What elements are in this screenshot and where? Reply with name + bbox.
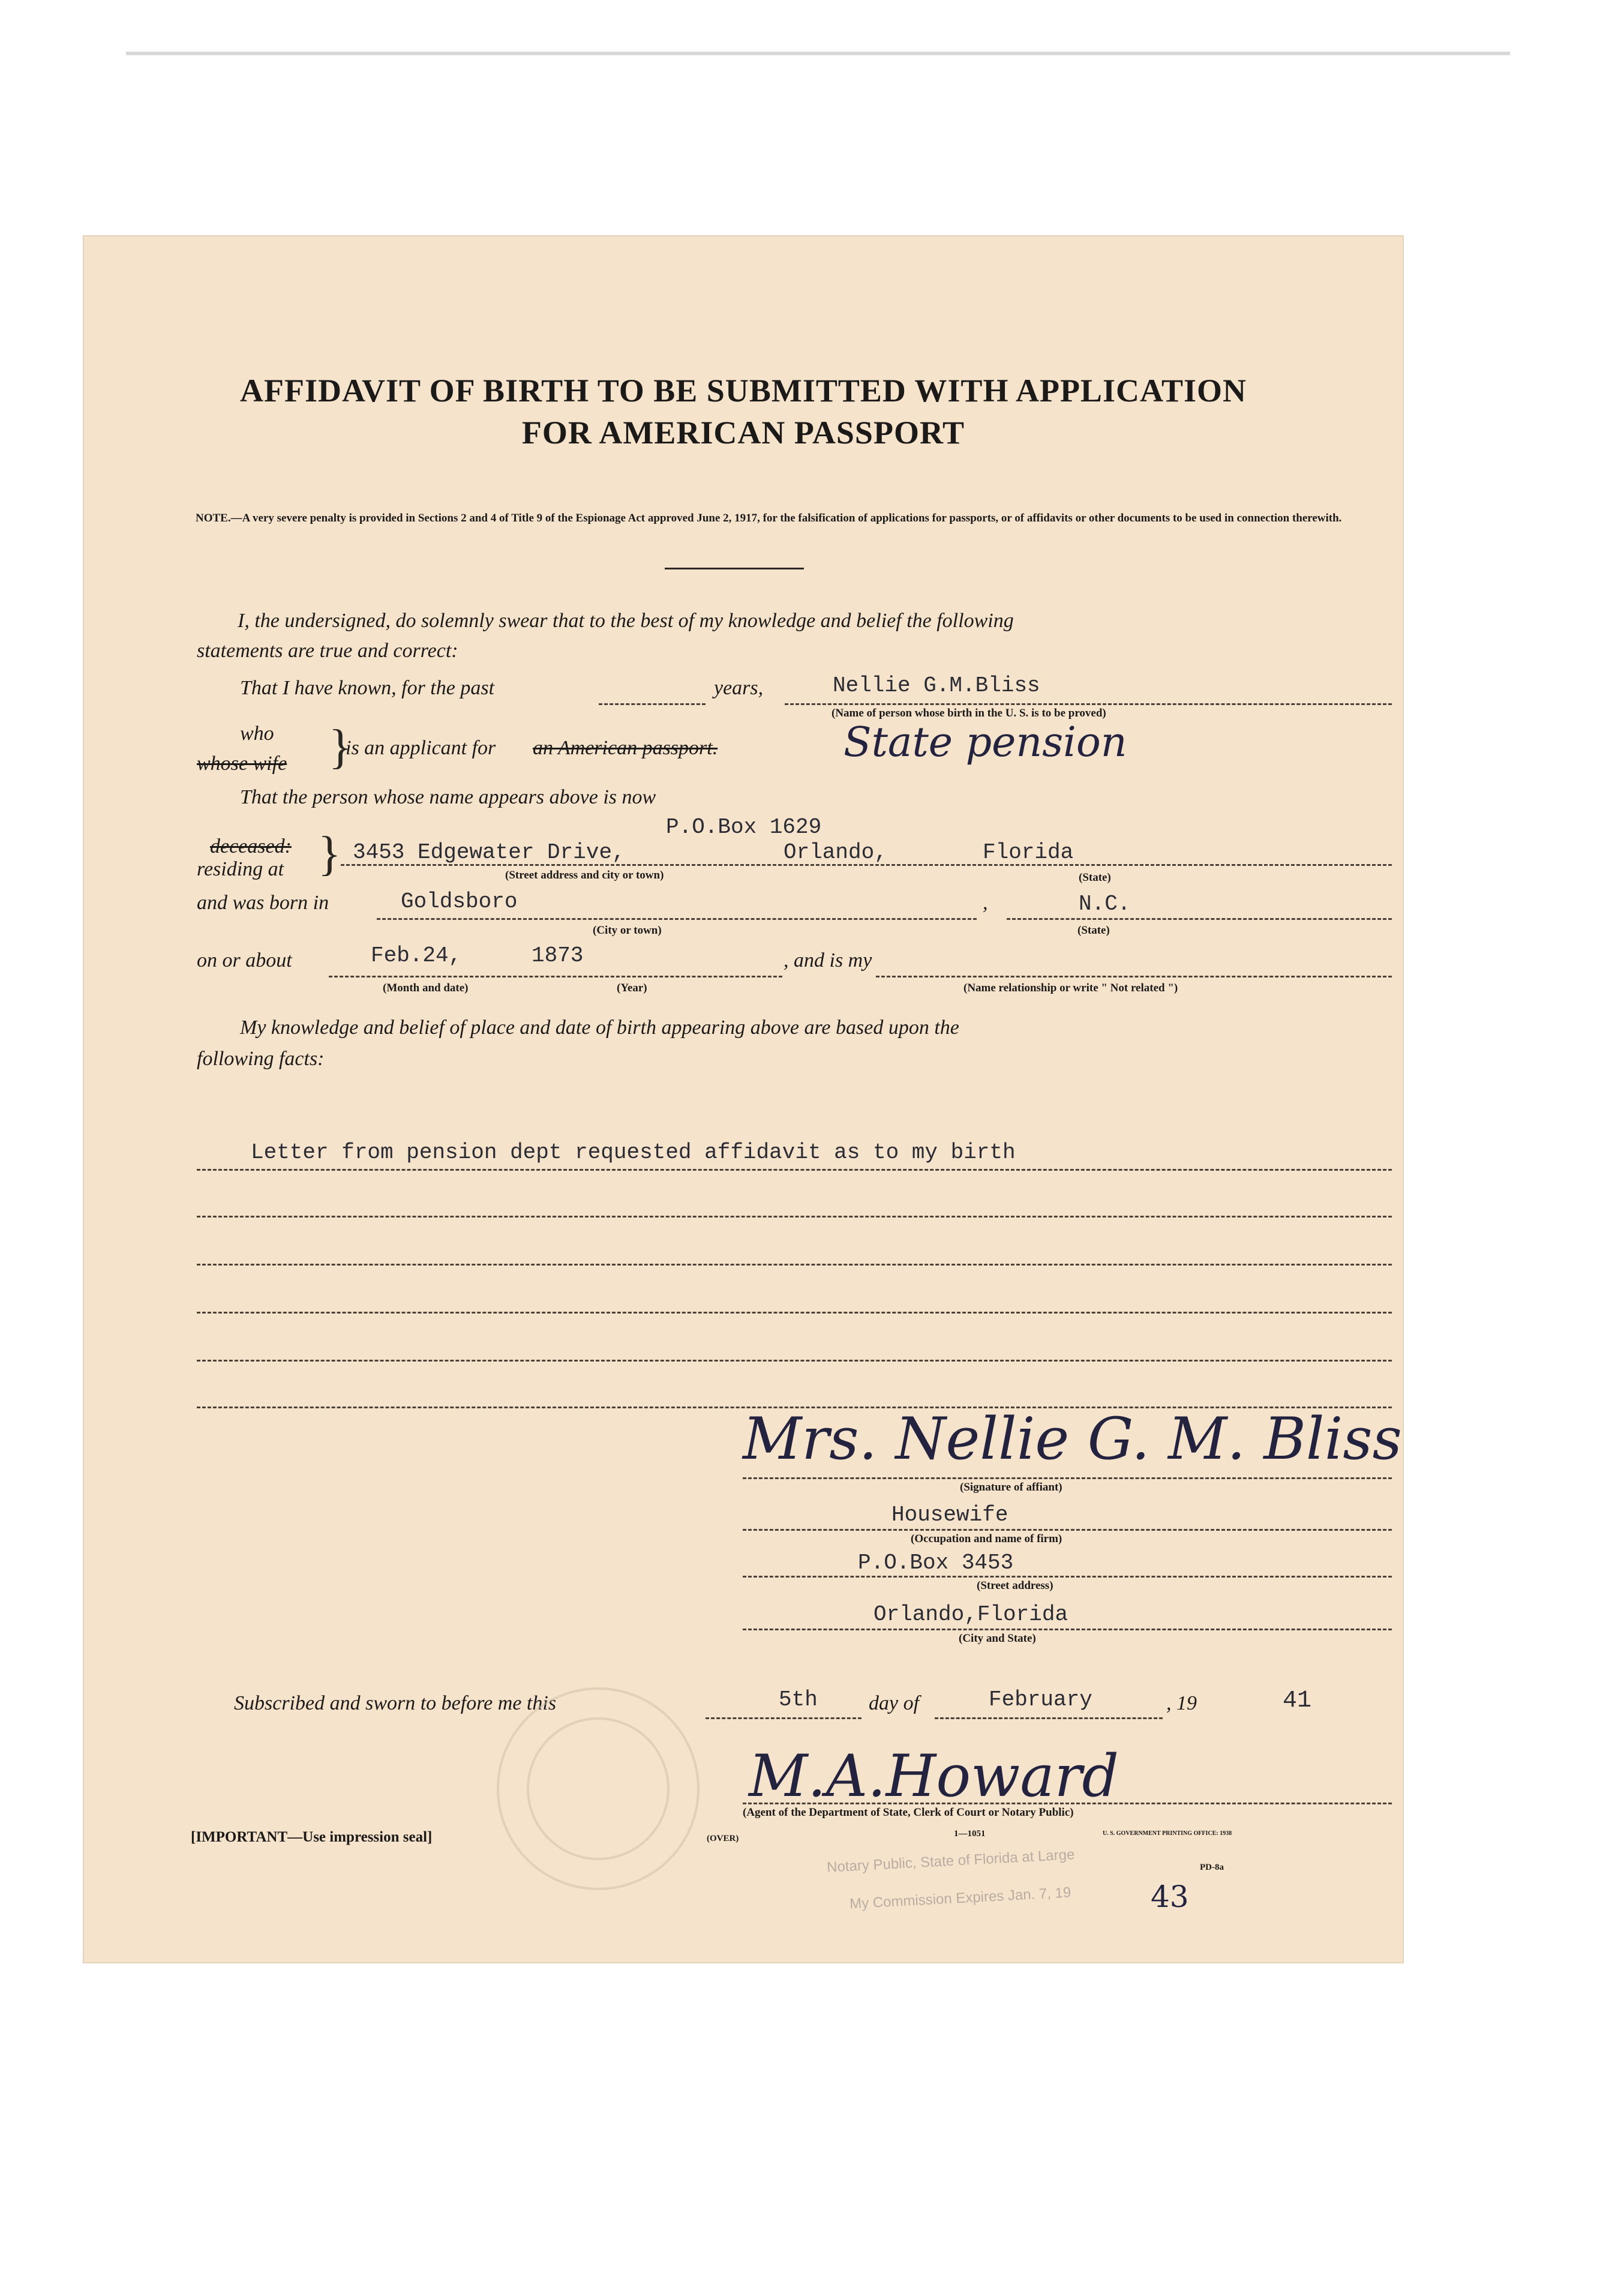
facts-text: Letter from pension dept requested affidavit as to my birth (251, 1140, 1016, 1165)
sworn-month: February (989, 1687, 1092, 1712)
printing-office: U. S. GOVERNMENT PRINTING OFFICE: 1938 (1103, 1830, 1232, 1837)
year-prefix: , 19 (1166, 1692, 1197, 1714)
born-state: N.C. (1079, 892, 1131, 916)
brace: } (329, 721, 352, 773)
divider (665, 568, 804, 569)
relationship-caption: (Name relationship or write " Not related ") (963, 982, 1178, 994)
important-note: [IMPORTANT—Use impression seal] (191, 1829, 433, 1845)
notary-stamp-line-1: Notary Public, State of Florida at Large (826, 1846, 1075, 1876)
born-label: and was born in (197, 892, 329, 914)
street-caption: (Street address and city or town) (505, 869, 664, 881)
affiant-street-caption: (Street address) (977, 1579, 1053, 1592)
po-box: P.O.Box 1629 (666, 815, 822, 839)
occupation-caption: (Occupation and name of firm) (911, 1533, 1062, 1545)
sworn-day: 5th (779, 1687, 818, 1712)
oath-line-1: I, the undersigned, do solemnly swear that to the best of my knowledge and belief the following (238, 610, 1014, 632)
title-line-2: FOR AMERICAN PASSPORT (521, 415, 965, 451)
city: Orlando, (784, 840, 887, 865)
affidavit-paper: AFFIDAVIT OF BIRTH TO BE SUBMITTED WITH APPLICATION FOR AMERICAN PASSPORT NOTE.—A very severe penalty is provided in Sections 2 and 4 of Title 9 of the Espionage Act approved June 2, 1917, for the falsification of applications for passports, or of affidavits or other documents to be used in connection therewith. I, the undersigned, do solemnly swear that to the best of my knowledge and belief the following statements are true and correct: That I have known, for the past years, Nellie G.M.Bliss (Name of person whose birth in the U. S. is to be proved) who whose wife } is an applicant for an American passport. State pension That the person whose name appears above is now P.O.Box 1629 deceased: residing at } 3453 Edgewater Drive, Orlando, Florida (Street address and city or town) (State) and was born in Goldsboro , N.C. (City or town) (State) on or about Feb.24, 1873 , and is my (Month and date) (Year) (Name relationship or write " Not related ") My knowledge and belief of place and date of birth appearing above are based upon the following facts: Letter from pension dept requested affidavit as to my birth Mrs. Nellie G. M. Bliss (Signature of affiant) Housewife (Occupation and name of firm) P.O.Box 3453 (Street address) Orlando,Florida (City and State) Subscribed and sworn to before me this 5th day of February , 19 41 M.A.Howard (Agent of the Department of State, Clerk of Court or Notary Public) [IMPORTANT—Use impression seal] (OVER) 1—1051 U. S. GOVERNMENT PRINTING OFFICE: 1938 PD-8a Notary Public, State of Florida at Large My Commission Expires Jan. 7, 19 43 (83, 235, 1404, 1963)
street: 3453 Edgewater Drive, (353, 840, 625, 865)
page-edge-line (126, 52, 1510, 55)
is-my-label: , and is my (784, 949, 872, 971)
city-caption: (City or town) (593, 924, 662, 937)
notary-stamp-line-2: My Commission Expires Jan. 7, 19 (849, 1884, 1071, 1912)
oath-line-2: statements are true and correct: (197, 640, 458, 662)
person-caption: (Name of person whose birth in the U. S. is to be proved) (831, 707, 1106, 719)
whose-wife-label (197, 752, 287, 775)
deceased-label: deceased: (210, 835, 292, 857)
on-about-label: on or about (197, 949, 292, 971)
affiant-city: Orlando,Florida (873, 1602, 1068, 1627)
applicant-struck: an American passport. (533, 737, 718, 759)
now-text: That the person whose name appears above is now (240, 786, 656, 808)
affiant-signature: Mrs. Nellie G. M. Bliss (743, 1405, 1402, 1473)
title-line-1: AFFIDAVIT OF BIRTH TO BE SUBMITTED WITH APPLICATION (240, 373, 1247, 409)
applicant-text: is an applicant for (346, 737, 496, 759)
state-caption-2: (State) (1077, 924, 1110, 937)
person-name: Nellie G.M.Bliss (833, 673, 1040, 698)
known-text: That I have known, for the past (240, 677, 495, 699)
state: Florida (983, 840, 1074, 865)
year-caption: (Year) (617, 982, 647, 994)
form-number: 1—1051 (954, 1829, 986, 1839)
form-pd: PD-8a (1200, 1863, 1224, 1872)
impression-seal-inner (527, 1717, 670, 1860)
state-caption: (State) (1079, 871, 1111, 884)
who-label: who (240, 722, 274, 745)
agent-caption: (Agent of the Department of State, Clerk of Court or Notary Public) (743, 1806, 1074, 1819)
signature-caption: (Signature of affiant) (960, 1481, 1062, 1494)
occupation: Housewife (891, 1503, 1008, 1527)
born-city: Goldsboro (401, 889, 518, 914)
facts-line-1: My knowledge and belief of place and date of birth appearing above are based upon the (240, 1016, 959, 1039)
affiant-street: P.O.Box 3453 (858, 1551, 1014, 1575)
sworn-year: 41 (1283, 1687, 1312, 1714)
birth-year: 1873 (532, 943, 584, 968)
brace-2: } (318, 827, 341, 880)
notary-signature: M.A.Howard (749, 1743, 1119, 1810)
sworn-text: Subscribed and sworn to before me this (234, 1692, 557, 1714)
day-of-label: day of (869, 1692, 920, 1714)
applicant-handwritten: State pension (843, 719, 1127, 766)
facts-line-2: following facts: (197, 1048, 325, 1070)
espionage-note: NOTE.—A very severe penalty is provided in Sections 2 and 4 of Title 9 of the Espionage Act approved June 2, 1917, for the falsification of applications for passports, or of affidavits or other documents to be used in connection therewith. (196, 512, 1342, 524)
stamp-year-handwritten: 43 (1151, 1879, 1189, 1914)
years-label: years, (714, 677, 764, 699)
month-caption: (Month and date) (383, 982, 469, 994)
residing-label: residing at (197, 858, 284, 880)
over-label: (OVER) (707, 1834, 739, 1843)
birth-date: Feb.24, (371, 943, 462, 968)
affiant-city-caption: (City and State) (959, 1632, 1036, 1645)
whose-wife-struck: whose wife (197, 752, 287, 775)
